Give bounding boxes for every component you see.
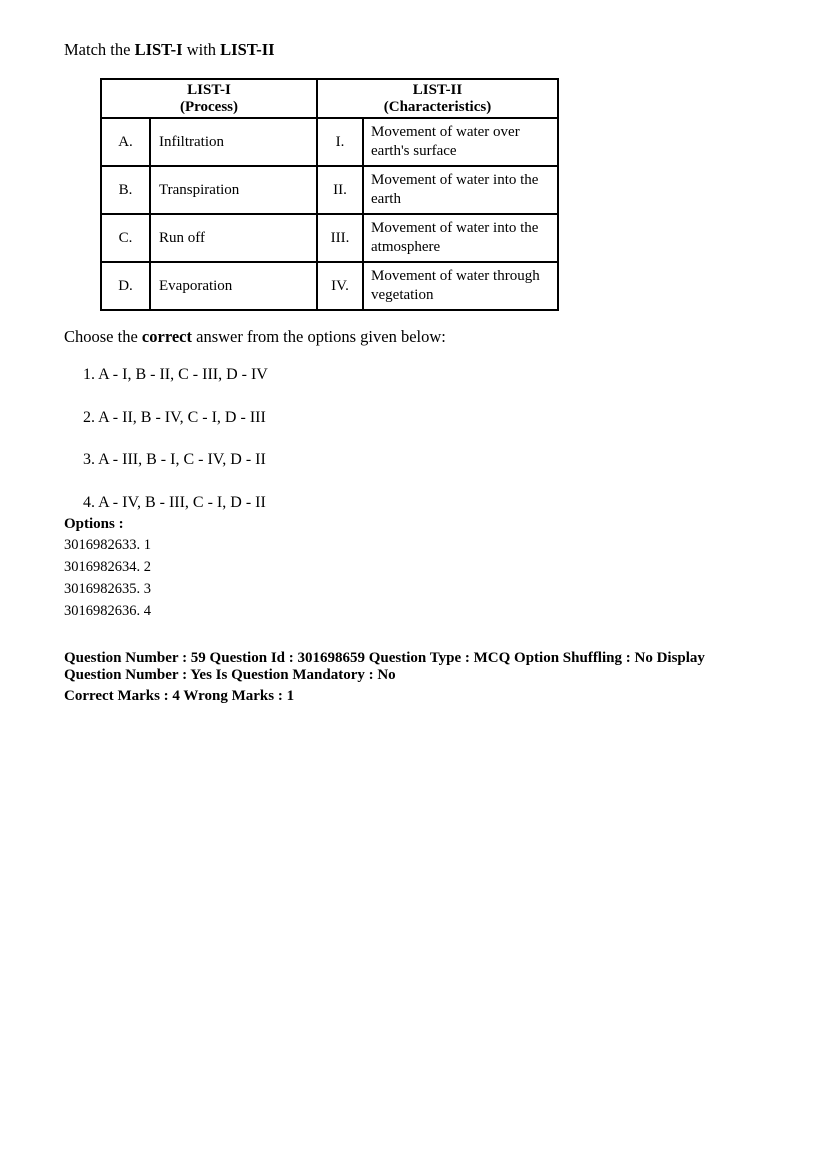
- option-id-value: 4: [143, 603, 151, 619]
- choose-instruction-correct: correct: [141, 327, 192, 346]
- option-id-value: 1: [143, 537, 151, 553]
- process-cell: Evaporation: [150, 262, 317, 310]
- answer-options-list: [83, 366, 268, 536]
- list-letter-cell: A.: [101, 118, 150, 166]
- characteristic-cell: Movement of water over earth's surface: [363, 118, 558, 166]
- list-letter-cell: D.: [101, 262, 150, 310]
- characteristic-cell: Movement of water into the atmosphere: [363, 214, 558, 262]
- option-id-value: 2: [143, 559, 151, 575]
- numeral-cell: IV.: [317, 262, 363, 310]
- list-letter-cell: C.: [101, 214, 150, 262]
- answer-option-number: 2.: [83, 408, 95, 426]
- answer-option-text: A - I, B - II, C - III, D - IV: [98, 366, 268, 383]
- process-cell: Transpiration: [150, 166, 317, 214]
- option-id-value: 3: [143, 581, 151, 597]
- option-id: 3016982635.: [64, 581, 141, 597]
- table-row: [101, 262, 558, 310]
- process-cell: Infiltration: [150, 118, 317, 166]
- option-id-row: [64, 559, 151, 581]
- option-id-row: [64, 581, 151, 603]
- option-id: 3016982633.: [64, 537, 141, 553]
- answer-option-3: [83, 451, 268, 494]
- answer-option-number: 3.: [83, 451, 95, 468]
- numeral-cell: II.: [317, 166, 363, 214]
- answer-option-text: A - IV, B - III, C - I, D - II: [98, 493, 266, 511]
- choose-instruction-prefix: Choose the: [64, 327, 142, 346]
- option-id: 3016982634.: [64, 559, 141, 575]
- choose-instruction: [64, 327, 446, 347]
- process-cell: Run off: [150, 214, 317, 262]
- list1-label: LIST-I: [134, 40, 183, 59]
- table-header-list1-subtitle: (Process): [179, 98, 239, 115]
- metadata-marks-info: Correct Marks : 4 Wrong Marks : 1: [64, 687, 295, 704]
- table-row: [101, 214, 558, 262]
- numeral-cell: III.: [317, 214, 363, 262]
- match-instruction-middle: with: [182, 40, 221, 59]
- question-metadata: [64, 650, 764, 705]
- match-instruction: [64, 40, 275, 60]
- match-instruction-prefix: Match the: [64, 40, 135, 59]
- option-id-list: [64, 537, 151, 625]
- table-header-row: [101, 79, 558, 118]
- table-header-list2: [317, 79, 558, 118]
- option-id-row: [64, 603, 151, 625]
- answer-option-text: A - II, B - IV, C - I, D - III: [98, 408, 266, 426]
- answer-option-2: [83, 409, 268, 452]
- option-id-row: [64, 537, 151, 559]
- answer-option-number: 1.: [83, 366, 95, 383]
- answer-option-text: A - III, B - I, C - IV, D - II: [98, 451, 266, 468]
- table-header-list2-title: LIST-II: [412, 82, 463, 98]
- choose-instruction-suffix: answer from the options given below:: [192, 327, 446, 346]
- table-header-list1-title: LIST-I: [187, 82, 231, 98]
- table-header-list1: [101, 79, 317, 118]
- answer-option-number: 4.: [83, 493, 95, 511]
- characteristic-cell: Movement of water through vegetation: [363, 262, 558, 310]
- table-row: [101, 118, 558, 166]
- options-label: Options :: [64, 516, 124, 532]
- answer-option-1: [83, 366, 268, 409]
- list-letter-cell: B.: [101, 166, 150, 214]
- list2-label: LIST-II: [220, 40, 275, 59]
- characteristic-cell: Movement of water into the earth: [363, 166, 558, 214]
- match-table: [100, 78, 559, 311]
- metadata-question-info: Question Number : 59 Question Id : 301698659 Question Type : MCQ Option Shuffling : No Display Question Number : Yes Is Question Mandatory : No: [64, 650, 705, 684]
- table-header-list2-subtitle: (Characteristics): [383, 98, 492, 115]
- option-id: 3016982636.: [64, 603, 141, 619]
- numeral-cell: I.: [317, 118, 363, 166]
- table-row: [101, 166, 558, 214]
